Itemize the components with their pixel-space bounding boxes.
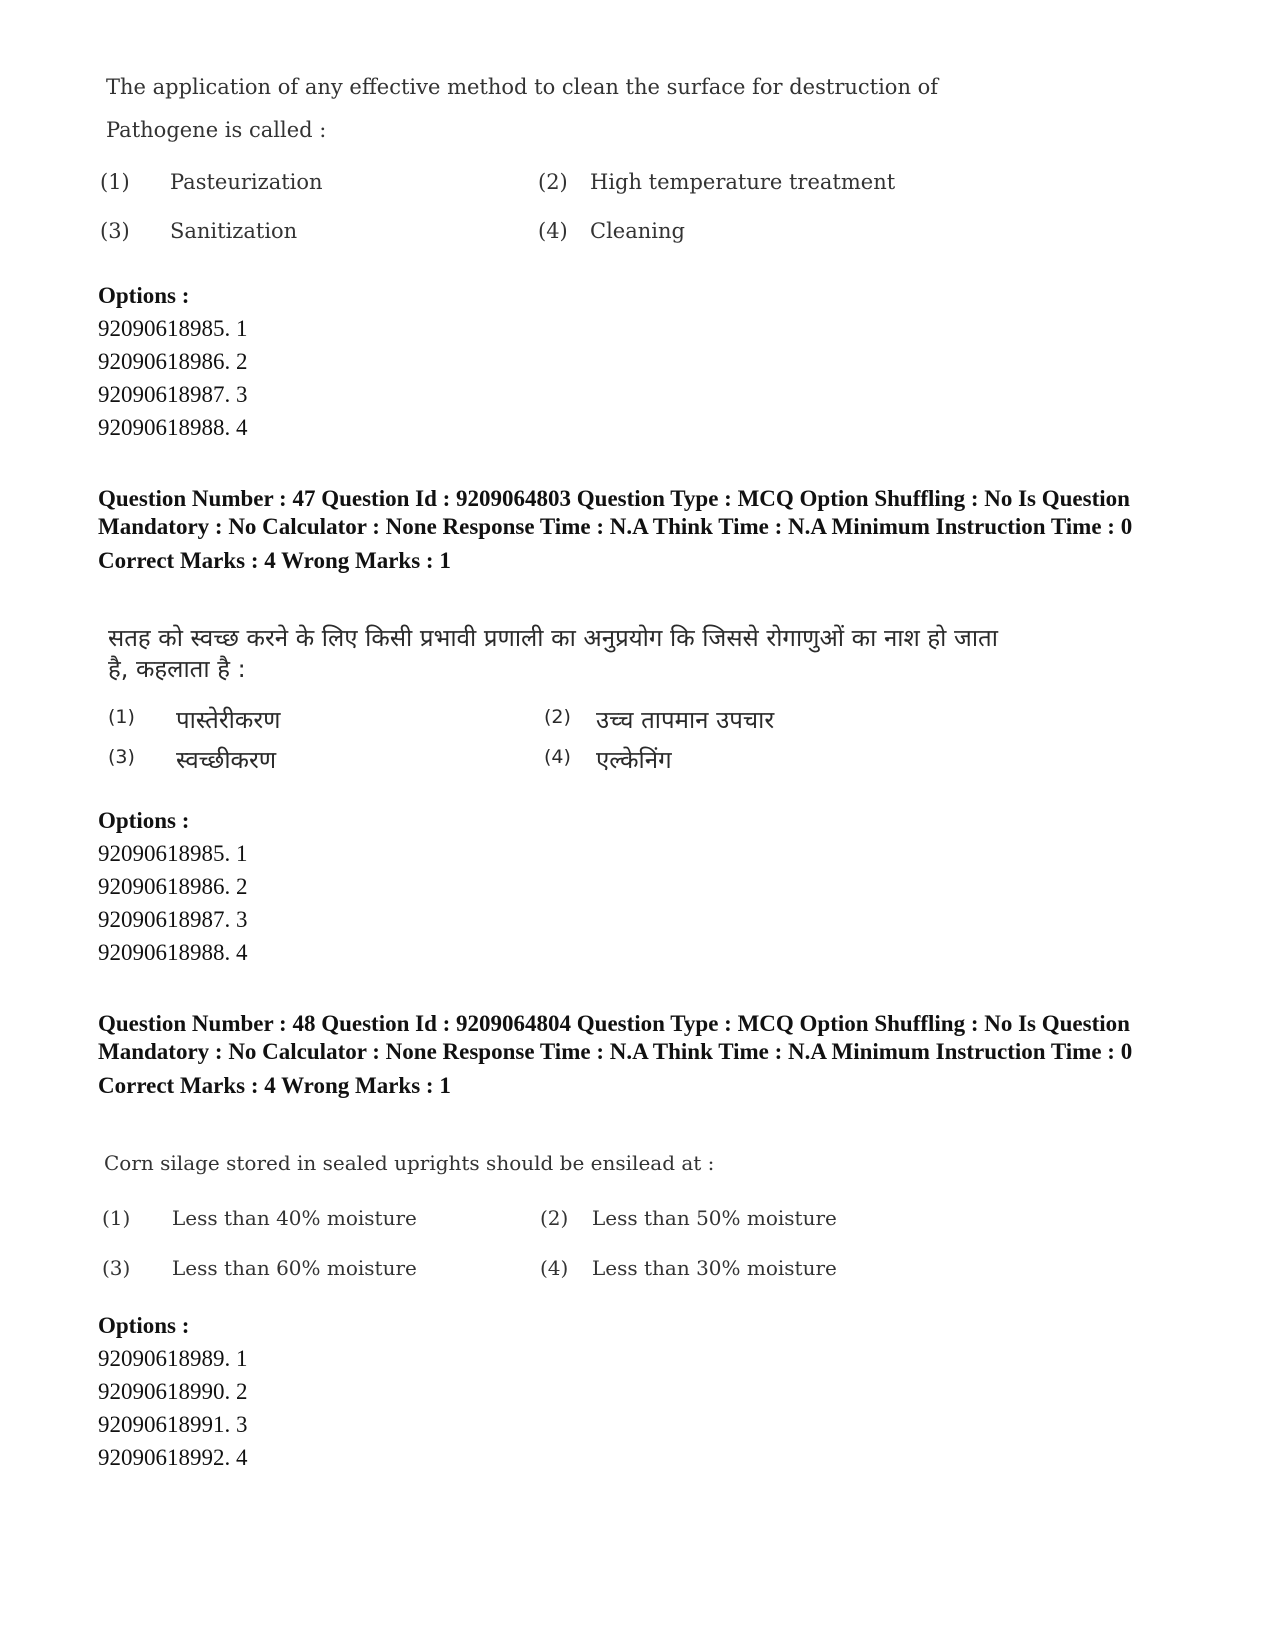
options-list-46 [98,279,248,444]
question-image-46 [100,66,1060,266]
question-option-3 [102,1256,417,1280]
options-title: Options : [98,283,190,308]
question-header-48 [98,1010,1198,1100]
option-id-3: 92090618991. 3 [98,1412,248,1437]
question-option-2 [538,170,895,194]
option-number: (1) [100,170,130,194]
question-stem: The application of any effective method to clean the surface for destruction of Pathogene is called : [106,75,939,142]
option-text: Less than 60% moisture [172,1256,417,1280]
option-number: (3) [100,219,130,243]
option-id-4: 92090618992. 4 [98,1445,248,1470]
question-option-1 [100,170,323,194]
option-text: Less than 30% moisture [592,1256,837,1280]
option-number: (3) [102,1256,131,1280]
options-list-47 [98,804,248,969]
question-option-4 [538,219,685,243]
question-option-3 [108,743,276,776]
option-text: Sanitization [170,219,298,243]
option-text: Cleaning [590,219,685,243]
options-list-48 [98,1309,248,1474]
option-number: (2) [538,170,568,194]
option-number: (4) [544,746,571,768]
option-number: (3) [108,746,135,768]
question-option-1 [108,703,281,736]
option-text: उच्च तापमान उपचार [596,706,775,734]
question-option-2 [540,1206,837,1230]
question-image-47 [100,623,1060,783]
option-text: स्वच्छीकरण [176,746,277,774]
option-id-2: 92090618986. 2 [98,349,248,374]
option-id-1: 92090618989. 1 [98,1346,248,1371]
option-number: (1) [102,1206,131,1230]
option-id-4: 92090618988. 4 [98,940,248,965]
option-id-2: 92090618986. 2 [98,874,248,899]
option-text: Less than 50% moisture [592,1206,837,1230]
question-meta: Question Number : 48 Question Id : 9209064804 Question Type : MCQ Option Shuffling : No Is Question Mandatory : No Calculator : None Response Time : N.A Think Time : N.A Minimum Instruction Time : 0 [98,1011,1133,1064]
question-marks: Correct Marks : 4 Wrong Marks : 1 [98,548,451,573]
question-meta: Question Number : 47 Question Id : 9209064803 Question Type : MCQ Option Shuffling : No Is Question Mandatory : No Calculator : None Response Time : N.A Think Time : N.A Minimum Instruction Time : 0 [98,486,1133,539]
question-option-2 [544,703,774,736]
option-number: (4) [538,219,568,243]
question-image-48 [100,1148,1060,1298]
question-marks: Correct Marks : 4 Wrong Marks : 1 [98,1073,451,1098]
question-stem: सतह को स्वच्छ करने के लिए किसी प्रभावी प्रणाली का अनुप्रयोग कि जिससे रोगाणुओं का नाश हो जाता है, कहलाता है : [108,624,998,683]
question-header-47 [98,485,1198,575]
option-id-1: 92090618985. 1 [98,841,248,866]
option-text: एल्केनिंग [596,746,672,774]
question-option-1 [102,1206,417,1230]
question-option-3 [100,219,297,243]
option-number: (2) [544,706,571,728]
option-text: पास्तेरीकरण [176,706,281,734]
option-number: (4) [540,1256,569,1280]
option-text: High temperature treatment [590,170,896,194]
option-id-4: 92090618988. 4 [98,415,248,440]
options-title: Options : [98,1313,190,1338]
question-option-4 [540,1256,837,1280]
option-id-3: 92090618987. 3 [98,907,248,932]
option-text: Pasteurization [170,170,323,194]
option-id-1: 92090618985. 1 [98,316,248,341]
option-text: Less than 40% moisture [172,1206,417,1230]
option-number: (1) [108,706,135,728]
option-id-3: 92090618987. 3 [98,382,248,407]
option-id-2: 92090618990. 2 [98,1379,248,1404]
question-stem: Corn silage stored in sealed uprights should be ensilead at : [104,1151,715,1175]
options-title: Options : [98,808,190,833]
option-number: (2) [540,1206,569,1230]
question-option-4 [544,743,672,776]
